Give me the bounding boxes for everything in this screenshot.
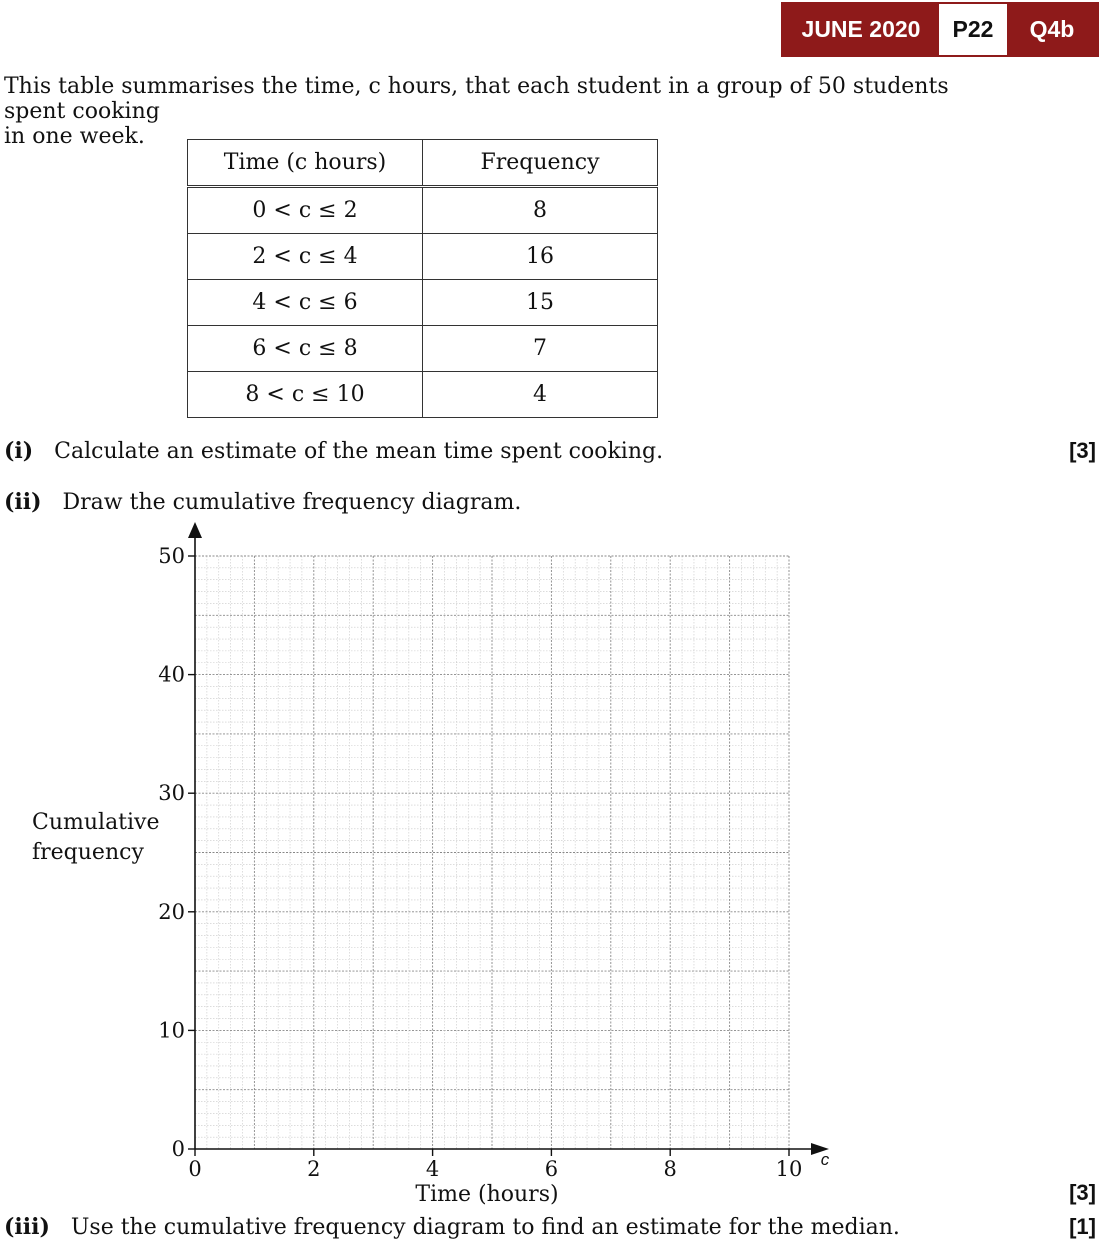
question-ii [4,489,521,515]
table-row [188,326,658,372]
x-variable-label: c [820,1150,830,1169]
x-tick-label: 10 [775,1157,803,1181]
question-i-text: Calculate an estimate of the mean time spent cooking. [54,439,664,464]
x-tick-label: 6 [544,1157,559,1181]
header-time: Time (c hours) [188,140,423,187]
y-axis-arrow [188,522,202,538]
table-header-row [188,140,658,187]
grid [195,556,789,1149]
y-axis-label-line-1: Cumulative [32,810,160,835]
frequency-table [187,139,658,418]
interval-cell: 8 < c ≤ 10 [188,372,423,418]
y-tick-label: 0 [171,1137,185,1161]
header-frequency: Frequency [423,140,658,187]
x-tick-label: 0 [188,1157,202,1181]
y-tick-label: 10 [158,1018,185,1043]
question-ii-text: Draw the cumulative frequency diagram. [62,490,522,515]
x-axis-label: Time (hours) [415,1182,559,1207]
question-i [4,438,663,464]
x-tick-label: 8 [663,1157,677,1181]
question-iii-marks: [1] [1069,1214,1096,1239]
question-iii [4,1214,900,1240]
y-tick-label: 30 [158,781,185,806]
frequency-cell: 15 [423,280,658,326]
y-tick-label: 20 [158,899,185,924]
frequency-cell: 8 [423,187,658,234]
x-tick-label: 2 [307,1157,321,1181]
intro-line-1: This table summarises the time, c hours, that each student in a group of 50 students spent cooking [4,74,949,124]
question-ii-number: (ii) [4,489,42,515]
frequency-cell: 4 [423,372,658,418]
question-i-marks: [3] [1069,438,1096,463]
interval-cell: 4 < c ≤ 6 [188,280,423,326]
table-row [188,234,658,280]
frequency-cell: 16 [423,234,658,280]
table-row [188,280,658,326]
interval-cell: 2 < c ≤ 4 [188,234,423,280]
header-badges [781,2,1099,57]
question-ii-marks: [3] [1069,1180,1096,1205]
question-iii-number: (iii) [4,1214,50,1240]
intro-text [4,74,964,149]
frequency-cell: 7 [423,326,658,372]
cumulative-frequency-chart [0,515,880,1215]
y-tick-label: 40 [158,662,185,687]
badge-session: JUNE 2020 [783,4,939,55]
table-row [188,372,658,418]
question-i-number: (i) [4,438,34,464]
badge-question: Q4b [1007,4,1097,55]
x-tick-label: 4 [425,1157,440,1181]
y-axis-label-line-2: frequency [32,840,144,865]
intro-line-2: in one week. [4,124,145,149]
badge-paper: P22 [939,4,1007,55]
table-row [188,187,658,234]
y-tick-label: 50 [158,544,185,568]
interval-cell: 0 < c ≤ 2 [188,187,423,234]
question-iii-text: Use the cumulative frequency diagram to find an estimate for the median. [70,1215,900,1240]
interval-cell: 6 < c ≤ 8 [188,326,423,372]
